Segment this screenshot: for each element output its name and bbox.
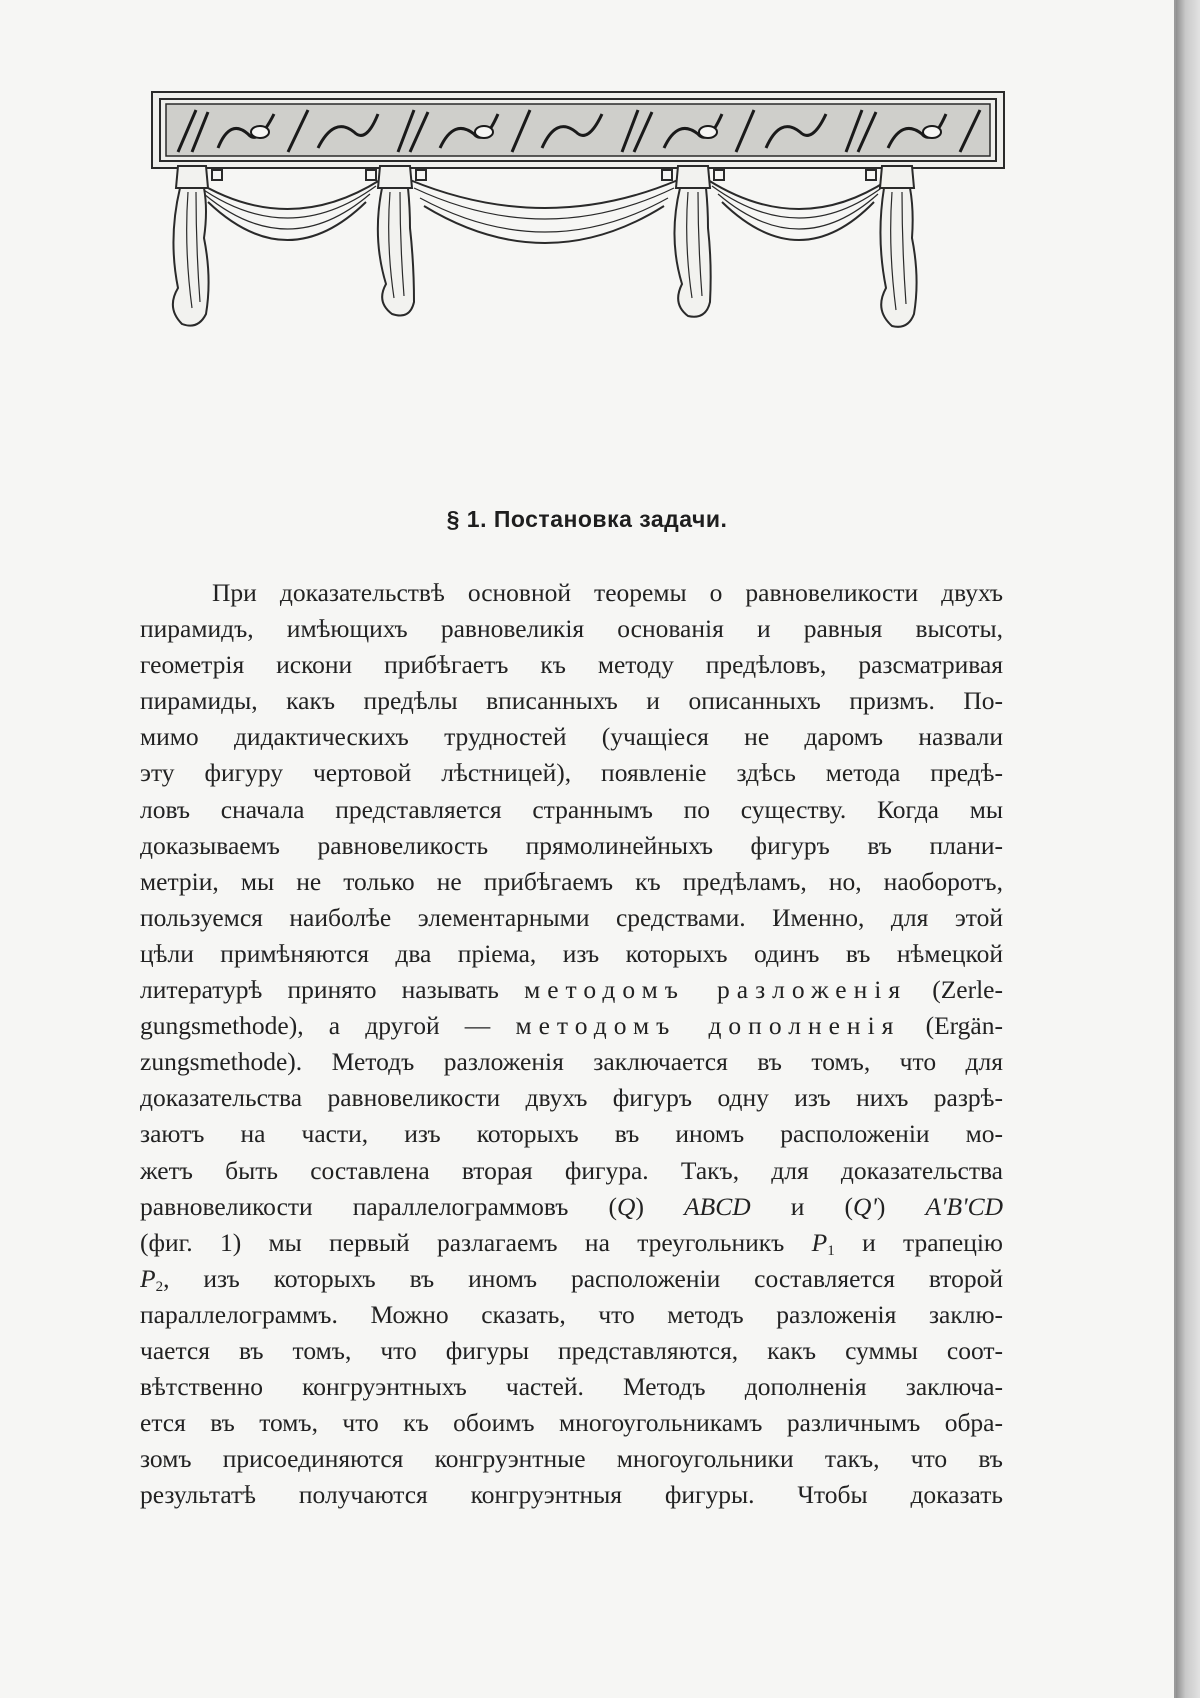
math-symbol: ABCD — [684, 1191, 751, 1221]
text-line — [140, 1153, 1003, 1189]
text-segment: литературѣ принято называть — [140, 975, 525, 1005]
text-segment: доказываемъ равновеликость прямолинейныхъ фигуръ въ плани- — [140, 830, 1003, 860]
text-line — [140, 1369, 1003, 1405]
math-symbol: Q' — [853, 1191, 877, 1221]
text-segment: чается въ томъ, что фигуры представляются, какъ суммы соот- — [140, 1335, 1003, 1365]
text-line — [140, 1297, 1003, 1333]
text-line — [140, 900, 1003, 936]
text-segment: пользуемся наиболѣе элементарными средствами. Именно, для этой — [140, 902, 1003, 932]
subscript: 1 — [827, 1242, 835, 1259]
text-segment: , изъ которыхъ въ иномъ расположеніи составляется второй — [163, 1263, 1003, 1293]
text-segment: параллелограммъ. Можно сказать, что методъ разложенія заклю- — [140, 1299, 1003, 1329]
text-line — [140, 828, 1003, 864]
text-segment: zungsmethode). Методъ разложенія заключается въ томъ, что для — [140, 1047, 1003, 1077]
text-line — [140, 719, 1003, 755]
text-segment: эту фигуру чертовой лѣстницей), появленіе здѣсь метода предѣ- — [140, 758, 1003, 788]
text-segment: (Zerle- — [907, 975, 1003, 1005]
text-line — [140, 1477, 1003, 1513]
text-segment: жетъ быть составлена вторая фигура. Такъ, для доказательства — [140, 1155, 1003, 1185]
text-line — [140, 611, 1003, 647]
text-segment: мимо дидактическихъ трудностей (учащіеся не даромъ назвали — [140, 722, 1003, 752]
paragraph — [140, 575, 1003, 1513]
text-segment: заютъ на части, изъ которыхъ въ иномъ расположеніи мо- — [140, 1119, 1003, 1149]
math-symbol: Q — [617, 1191, 636, 1221]
book-gutter-shadow — [1176, 0, 1200, 1698]
text-segment: При доказательствѣ основной теоремы о равновеликости двухъ — [212, 578, 1003, 607]
text-line — [140, 1044, 1003, 1080]
text-line — [140, 1116, 1003, 1152]
spaced-term: методомъ дополненія — [515, 1011, 901, 1041]
text-segment: вѣтственно конгруэнтныхъ частей. Методъ дополненія заключа- — [140, 1372, 1003, 1402]
text-segment: метріи, мы не только не прибѣгаемъ къ предѣламъ, но, наоборотъ, — [140, 866, 1003, 896]
text-line — [140, 755, 1003, 791]
text-segment: ) — [635, 1191, 685, 1221]
text-segment: ется въ томъ, что къ обоимъ многоугольникамъ различнымъ обра- — [140, 1408, 1003, 1438]
text-line — [140, 647, 1003, 683]
text-line — [140, 1189, 1003, 1225]
text-segment: и ( — [750, 1191, 854, 1221]
math-symbol: P — [140, 1263, 156, 1293]
text-segment: и трапецію — [834, 1227, 1003, 1257]
text-segment: gungsmethode), а другой — — [140, 1011, 516, 1041]
section-heading: § 1. Постановка задачи. — [446, 506, 728, 532]
text-segment: результатѣ получаются конгруэнтныя фигуры. Чтобы доказать — [140, 1480, 1003, 1510]
text-segment: ) — [876, 1191, 926, 1221]
math-symbol: P — [811, 1227, 828, 1257]
text-line — [140, 1225, 1003, 1261]
text-segment: зомъ присоединяются конгруэнтные многоугольники такъ, что въ — [140, 1444, 1003, 1474]
text-line — [140, 936, 1003, 972]
text-line — [140, 1080, 1003, 1116]
text-segment: геометрія искони прибѣгаетъ къ методу предѣловъ, разсматривая — [140, 650, 1003, 680]
spaced-term: методомъ разложенія — [524, 975, 908, 1005]
text-segment: доказательства равновеликости двухъ фигуръ одну изъ нихъ разрѣ- — [140, 1083, 1003, 1113]
text-line — [140, 683, 1003, 719]
text-line — [140, 1441, 1003, 1477]
text-segment: (фиг. 1) мы первый разлагаемъ на треугольникъ — [140, 1227, 812, 1257]
text-segment: (Ergän- — [900, 1011, 1003, 1041]
text-segment: пирамидъ, имѣющихъ равновеликія основанія и равныя высоты, — [140, 614, 1003, 644]
text-line — [140, 972, 1003, 1008]
text-line — [140, 1261, 1003, 1297]
text-line — [140, 575, 1003, 611]
math-symbol: A'B'CD — [925, 1191, 1003, 1221]
curtain-ornament — [148, 88, 1008, 338]
text-segment: ловъ сначала представляется страннымъ по существу. Когда мы — [140, 794, 1003, 824]
text-segment: цѣли примѣняются два пріема, изъ которыхъ одинъ въ нѣмецкой — [140, 938, 1003, 968]
text-line — [140, 1405, 1003, 1441]
text-segment: равновеликости параллелограммовъ ( — [140, 1191, 618, 1221]
text-line — [140, 1008, 1003, 1044]
text-line — [140, 864, 1003, 900]
subscript: 2 — [155, 1278, 164, 1295]
text-line — [140, 1333, 1003, 1369]
text-segment: пирамиды, какъ предѣлы вписанныхъ и описанныхъ призмъ. По- — [140, 686, 1003, 716]
text-line — [140, 792, 1003, 828]
